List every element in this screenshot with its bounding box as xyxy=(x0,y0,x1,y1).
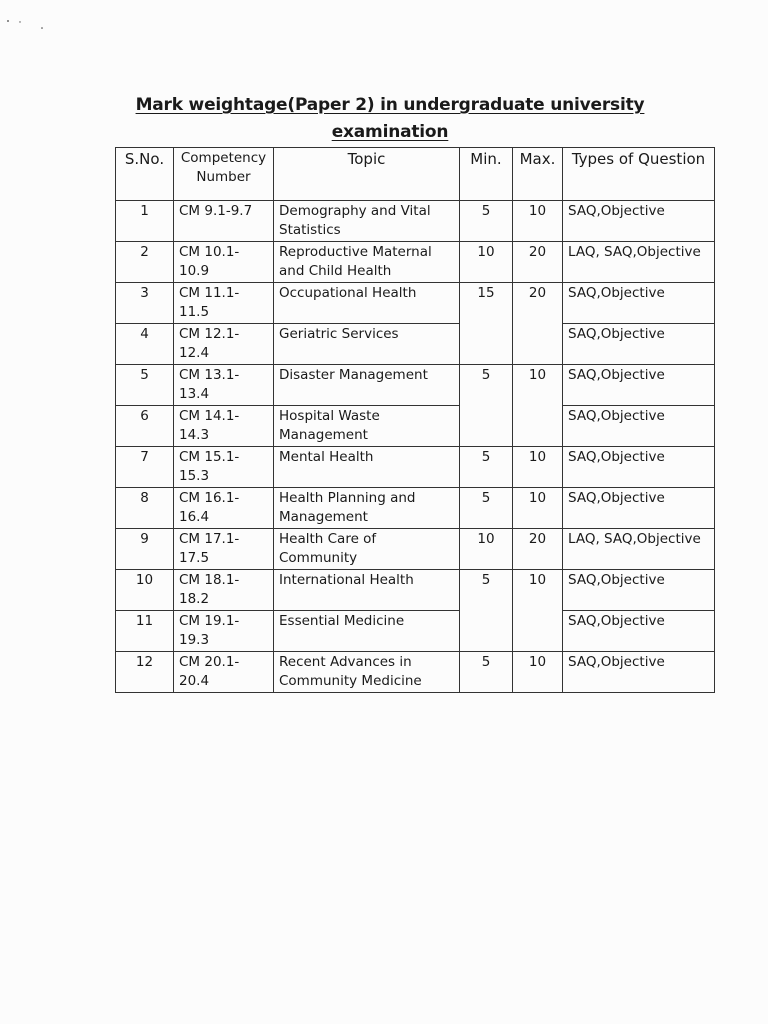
cell-sno: 10 xyxy=(116,570,174,611)
table-row xyxy=(116,324,715,365)
title-line-1: Mark weightage(Paper 2) in undergraduate university xyxy=(135,95,645,115)
cell-types: LAQ, SAQ,Objective xyxy=(563,242,715,283)
table-row xyxy=(116,652,715,693)
cell-topic: Disaster Management xyxy=(274,365,460,406)
cell-sno: 5 xyxy=(116,365,174,406)
cell-topic: Health Care of Community xyxy=(274,529,460,570)
cell-max: 20 xyxy=(513,242,563,283)
cell-topic: Reproductive Maternal and Child Health xyxy=(274,242,460,283)
cell-min: 5 xyxy=(460,365,513,447)
cell-competency: CM 15.1-15.3 xyxy=(174,447,274,488)
cell-topic: Mental Health xyxy=(274,447,460,488)
cell-sno: 3 xyxy=(116,283,174,324)
cell-max: 10 xyxy=(513,488,563,529)
table-row xyxy=(116,283,715,324)
table-row xyxy=(116,406,715,447)
document-title xyxy=(110,92,670,146)
cell-min: 5 xyxy=(460,570,513,652)
cell-sno: 11 xyxy=(116,611,174,652)
cell-min: 10 xyxy=(460,529,513,570)
cell-topic: Geriatric Services xyxy=(274,324,460,365)
header-topic: Topic xyxy=(274,148,460,201)
cell-types: SAQ,Objective xyxy=(563,283,715,324)
cell-min: 5 xyxy=(460,652,513,693)
cell-competency: CM 9.1-9.7 xyxy=(174,201,274,242)
cell-max: 10 xyxy=(513,201,563,242)
cell-min: 10 xyxy=(460,242,513,283)
header-sno: S.No. xyxy=(116,148,174,201)
cell-max: 20 xyxy=(513,283,563,365)
header-types: Types of Question xyxy=(563,148,715,201)
cell-sno: 9 xyxy=(116,529,174,570)
mark-weightage-table xyxy=(115,147,715,693)
header-competency: Competency Number xyxy=(174,148,274,201)
cell-max: 10 xyxy=(513,570,563,652)
cell-competency: CM 11.1-11.5 xyxy=(174,283,274,324)
cell-competency: CM 16.1-16.4 xyxy=(174,488,274,529)
cell-sno: 12 xyxy=(116,652,174,693)
cell-competency: CM 13.1-13.4 xyxy=(174,365,274,406)
cell-types: LAQ, SAQ,Objective xyxy=(563,529,715,570)
cell-competency: CM 17.1-17.5 xyxy=(174,529,274,570)
cell-competency: CM 19.1-19.3 xyxy=(174,611,274,652)
cell-sno: 2 xyxy=(116,242,174,283)
cell-min: 5 xyxy=(460,488,513,529)
cell-topic: Essential Medicine xyxy=(274,611,460,652)
cell-sno: 4 xyxy=(116,324,174,365)
table-row xyxy=(116,242,715,283)
cell-types: SAQ,Objective xyxy=(563,201,715,242)
cell-sno: 6 xyxy=(116,406,174,447)
cell-topic: International Health xyxy=(274,570,460,611)
table-row xyxy=(116,611,715,652)
cell-min: 5 xyxy=(460,447,513,488)
header-max: Max. xyxy=(513,148,563,201)
cell-competency: CM 12.1-12.4 xyxy=(174,324,274,365)
cell-competency: CM 14.1-14.3 xyxy=(174,406,274,447)
cell-competency: CM 20.1-20.4 xyxy=(174,652,274,693)
table-row xyxy=(116,201,715,242)
cell-sno: 8 xyxy=(116,488,174,529)
cell-types: SAQ,Objective xyxy=(563,406,715,447)
title-line-2: examination xyxy=(331,122,449,142)
cell-competency: CM 10.1-10.9 xyxy=(174,242,274,283)
cell-competency: CM 18.1-18.2 xyxy=(174,570,274,611)
cell-max: 10 xyxy=(513,365,563,447)
cell-topic: Demography and Vital Statistics xyxy=(274,201,460,242)
table-row xyxy=(116,529,715,570)
scan-specks xyxy=(6,18,46,30)
table-row xyxy=(116,488,715,529)
header-min: Min. xyxy=(460,148,513,201)
cell-types: SAQ,Objective xyxy=(563,611,715,652)
cell-max: 10 xyxy=(513,652,563,693)
cell-topic: Recent Advances in Community Medicine xyxy=(274,652,460,693)
table-row xyxy=(116,570,715,611)
cell-topic: Occupational Health xyxy=(274,283,460,324)
table-row xyxy=(116,365,715,406)
cell-types: SAQ,Objective xyxy=(563,447,715,488)
cell-types: SAQ,Objective xyxy=(563,570,715,611)
cell-sno: 7 xyxy=(116,447,174,488)
cell-topic: Hospital Waste Management xyxy=(274,406,460,447)
cell-types: SAQ,Objective xyxy=(563,365,715,406)
cell-types: SAQ,Objective xyxy=(563,652,715,693)
cell-sno: 1 xyxy=(116,201,174,242)
cell-max: 10 xyxy=(513,447,563,488)
table-row xyxy=(116,447,715,488)
cell-min: 5 xyxy=(460,201,513,242)
cell-types: SAQ,Objective xyxy=(563,488,715,529)
cell-topic: Health Planning and Management xyxy=(274,488,460,529)
table-header-row xyxy=(116,148,715,201)
cell-max: 20 xyxy=(513,529,563,570)
cell-min: 15 xyxy=(460,283,513,365)
cell-types: SAQ,Objective xyxy=(563,324,715,365)
